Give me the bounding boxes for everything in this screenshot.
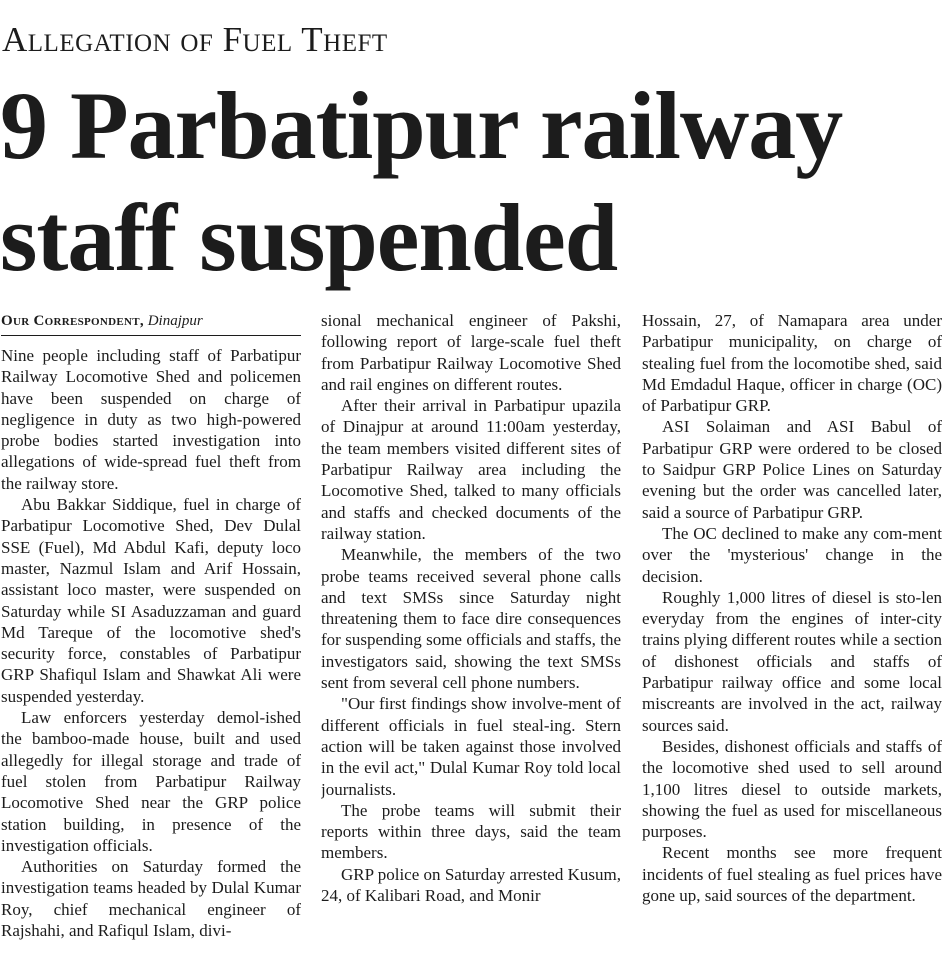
byline-place: Dinajpur bbox=[147, 313, 203, 329]
article-paragraph: Hossain, 27, of Namapara area under Parbatipur municipality, on charge of stealing fuel from the locomotibe shed, said Md Emdadul Haque, officer in charge (OC) of Parbatipur GRP. bbox=[642, 311, 942, 416]
article-headline bbox=[0, 70, 948, 294]
article-paragraph: The probe teams will submit their reports within three days, said the team members. bbox=[321, 800, 621, 863]
article-paragraph: Besides, dishonest officials and staffs of the locomotive shed used to sell around 1,100 litres diesel to outside markets, showing the fuel as used for miscellaneous purposes. bbox=[642, 736, 942, 842]
byline bbox=[1, 310, 301, 336]
headline-line-2: staff suspended bbox=[0, 184, 618, 291]
article-kicker: Allegation of Fuel Theft bbox=[2, 20, 388, 59]
article-column-3 bbox=[642, 310, 942, 960]
article-paragraph: Authorities on Saturday formed the investigation teams headed by Dulal Kumar Roy, chief mechanical engineer of Rajshahi, and Rafiqul Islam, divi- bbox=[1, 857, 301, 941]
article-paragraph: Nine people including staff of Parbatipur Railway Locomotive Shed and policemen have been suspended on charge of negligence in duty as two high-powered probe bodies started investigation into allegations of wide-spread fuel theft from the railway store. bbox=[1, 346, 301, 493]
article-paragraph: Law enforcers yesterday demol-ished the bamboo-made house, built and used allegedly for illegal storage and trade of fuel stolen from Parbatipur Railway Locomotive Shed near the GRP police station building, in presence of the investigation officials. bbox=[1, 708, 301, 855]
article-column-1 bbox=[1, 310, 301, 960]
headline-line-1: 9 Parbatipur railway bbox=[0, 72, 843, 179]
article-paragraph: sional mechanical engineer of Pakshi, following report of large-scale fuel theft from Parbatipur Railway Locomotive Shed and rail engines on different routes. bbox=[321, 311, 621, 394]
byline-author: Our Correspondent, bbox=[1, 313, 144, 329]
article-paragraph: The OC declined to make any com-ment over the 'mysterious' change in the decision. bbox=[642, 523, 942, 586]
article-paragraph: Recent months see more frequent incidents of fuel stealing as fuel prices have gone up, said sources of the department. bbox=[642, 843, 942, 906]
article-paragraph: Meanwhile, the members of the two probe teams received several phone calls and text SMSs since Saturday night threatening them to face dire consequences for suspending some officials and staffs, the investigators said, showing the text SMSs sent from several cell phone numbers. bbox=[321, 545, 621, 693]
article-paragraph: GRP police on Saturday arrested Kusum, 24, of Kalibari Road, and Monir bbox=[321, 864, 621, 906]
article-paragraph: After their arrival in Parbatipur upazila of Dinajpur at around 11:00am yesterday, the team members visited different sites of Parbatipur Railway area including the Locomotive Shed, talked to many officials and staffs and checked documents of the railway station. bbox=[321, 396, 621, 543]
article-paragraph: "Our first findings show involve-ment of different officials in fuel steal-ing. Stern action will be taken against those involved in the evil act," Dulal Kumar Roy told local journalists. bbox=[321, 694, 621, 799]
article-column-2 bbox=[321, 310, 621, 960]
article-paragraph: Abu Bakkar Siddique, fuel in charge of Parbatipur Locomotive Shed, Dev Dulal SSE (Fuel), Md Abdul Kafi, deputy loco master, Nazmul Islam and Arif Hossain, assistant loco master, were suspended on Saturday while SI Asaduzzaman and guard Md Tareque of the locomotive shed's security force, constables of Parbatipur GRP Shafiqul Islam and Shawkat Ali were suspended yesterday. bbox=[1, 495, 301, 706]
article-paragraph: Roughly 1,000 litres of diesel is sto-len everyday from the engines of inter-city trains plying different routes while a section of dishonest officials and staffs of Parbatipur railway office and some local miscreants are involved in the act, railway sources said. bbox=[642, 587, 942, 735]
article-paragraph: ASI Solaiman and ASI Babul of Parbatipur GRP were ordered to be closed to Saidpur GRP Police Lines on Saturday evening but the order was cancelled later, said a source of Parbatipur GRP. bbox=[642, 417, 942, 522]
